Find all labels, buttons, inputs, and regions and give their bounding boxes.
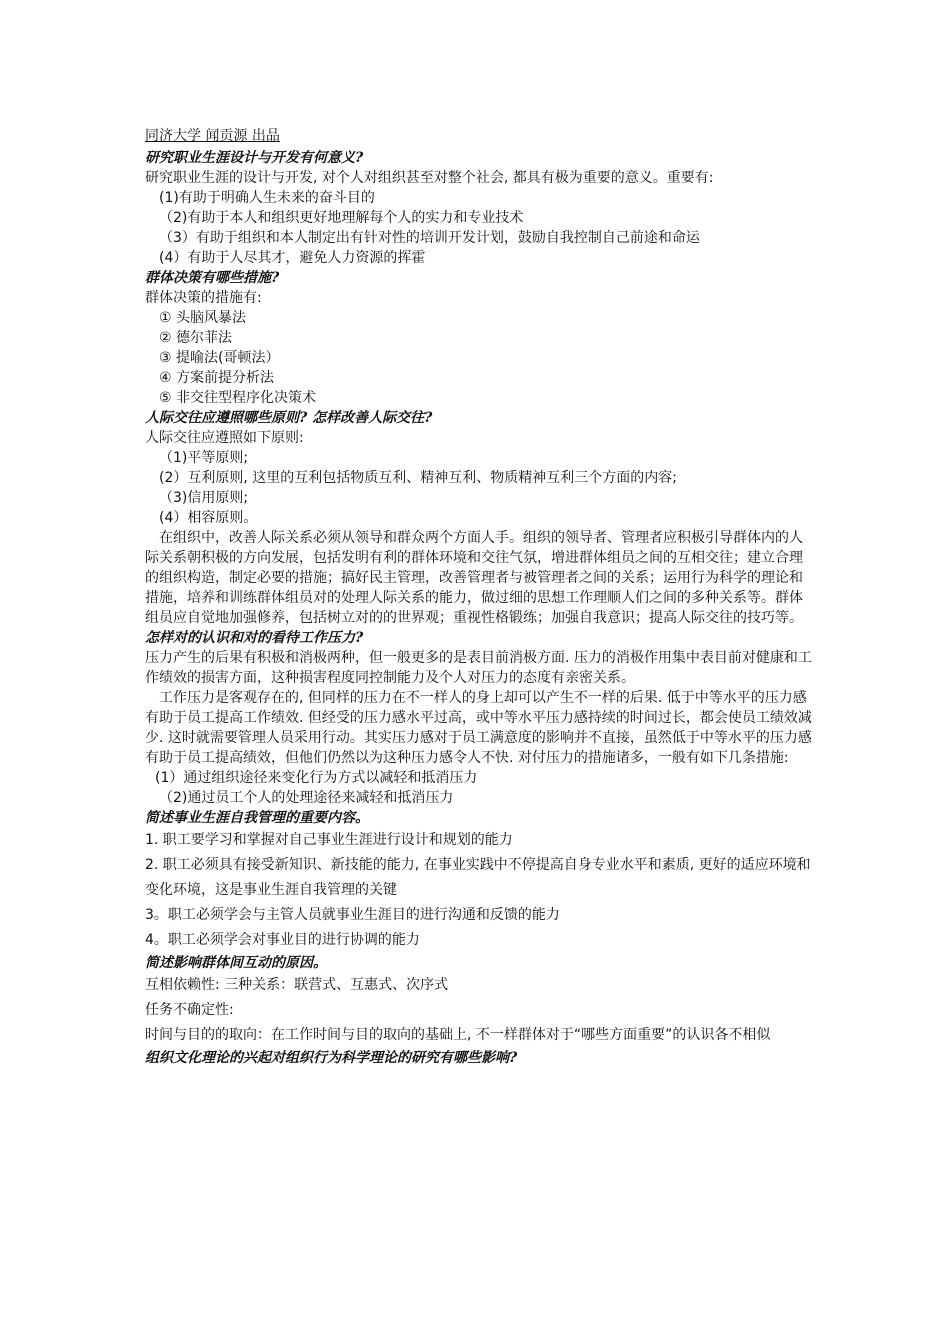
paragraph: 人际交往应遵照如下原则: (145, 430, 304, 446)
list-item: (1）通过组织途径来变化行为方式以减轻和抵消压力 (155, 770, 478, 786)
question-interpersonal: 人际交往应遵照哪些原则? 怎样改善人际交往? (145, 410, 433, 426)
list-item: 互相依赖性: 三种关系：联营式、互惠式、次序式 (145, 977, 449, 993)
paragraph: 在组织中，改善人际关系必须从领导和群众两个方面人手。组织的领导者、管理者应积极引导群体内的人际关系朝积极的方向发展，包括发明有利的群体环境和交往气氛，增进群体组员之间的互相交往；建立合理的组织构造，制定必要的措施；搞好民主管理，改善管理者与被管理者之间的关系；运用行为科学的理论和措施，培养和训练群体组员对的处理人际关系的能力，做过细的思想工作理顺人们之间的多种关系等。群体组员应自觉地加强修养，包括树立对的的世界观；重视性格锻练；加强自我意识；提高人际交往的技巧等。 (145, 530, 803, 626)
question-career-design: 研究职业生涯设计与开发有何意义? (145, 150, 364, 166)
paragraph: 压力产生的后果有积极和消极两种，但一般更多的是表目前消极方面. 压力的消极作用集中表目前对健康和工作绩效的损害方面，这种损害程度同控制能力及个人对压力的态度有亲密关系。 (145, 650, 812, 686)
list-item: ① 头脑风暴法 (159, 310, 247, 326)
list-item: 时间与目的的取向：在工作时间与目的取向的基础上, 不一样群体对于“哪些方面重要”的认识各不相似 (145, 1027, 771, 1043)
list-item: 3。职工必须学会与主管人员就事业生涯目的进行沟通和反馈的能力 (145, 907, 560, 923)
list-item: （3)信用原则; (159, 490, 249, 506)
list-item: (4）有助于人尽其才，避免人力资源的挥霍 (159, 250, 426, 266)
list-item: （1)平等原则; (159, 450, 249, 466)
list-item: 1. 职工要学习和掌握对自己事业生涯进行设计和规划的能力 (145, 832, 513, 848)
list-item: (4）相容原则。 (159, 510, 258, 526)
question-career-self-management: 简述事业生涯自我管理的重要内容。 (145, 810, 369, 826)
list-item: （3）有助于组织和本人制定出有针对性的培训开发计划，鼓励自我控制自己前途和命运 (159, 230, 700, 246)
list-item: （2)有助于本人和组织更好地理解每个人的实力和专业技术 (159, 210, 524, 226)
list-item: (1)有助于明确人生未来的奋斗目的 (159, 190, 375, 206)
document-header: 同济大学 闻贡源 出品 (145, 128, 280, 144)
paragraph: 群体决策的措施有: (145, 290, 262, 306)
paragraph: 工作压力是客观存在的, 但同样的压力在不一样人的身上却可以产生不一样的后果. 低于中等水平的压力感有助于员工提高工作绩效. 但经受的压力感水平过高，或中等水平压力感持续的时间过长，都会使员工绩效减少. 这时就需要管理人员采用行动。其实压力感对于员工满意度的影响并不直接，虽然低于中等水平的压力感有助于员工提高绩效，但他们仍然以为这种压力感令人不快. 对付压力的措施诸多，一般有如下几条措施: (145, 690, 812, 766)
question-work-pressure: 怎样对的认识和对的看待工作压力? (145, 630, 364, 646)
list-item: 4。职工必须学会对事业目的进行协调的能力 (145, 932, 420, 948)
question-intergroup: 简述影响群体间互动的原因。 (145, 955, 327, 971)
paragraph: 研究职业生涯的设计与开发, 对个人对组织甚至对整个社会, 都具有极为重要的意义。重要有: (145, 170, 714, 186)
list-item: 2. 职工必须具有接受新知识、新技能的能力, 在事业实践中不停提高自身专业水平和素质, 更好的适应环境和变化环境，这是事业生涯自我管理的关键 (145, 857, 811, 898)
question-org-culture: 组织文化理论的兴起对组织行为科学理论的研究有哪些影响? (145, 1050, 518, 1066)
document-page (145, 126, 815, 1068)
list-item: 任务不确定性: (145, 1002, 234, 1018)
list-item: ② 德尔菲法 (159, 330, 233, 346)
list-item: ⑤ 非交往型程序化决策术 (159, 390, 317, 406)
question-group-decision: 群体决策有哪些措施? (145, 270, 280, 286)
list-item: （2)通过员工个人的处理途径来减轻和抵消压力 (159, 790, 454, 806)
list-item: ④ 方案前提分析法 (159, 370, 275, 386)
list-item: (2）互利原则, 这里的互利包括物质互利、精神互利、物质精神互利三个方面的内容; (159, 470, 677, 486)
list-item: ③ 提喻法(哥顿法） (159, 350, 280, 366)
